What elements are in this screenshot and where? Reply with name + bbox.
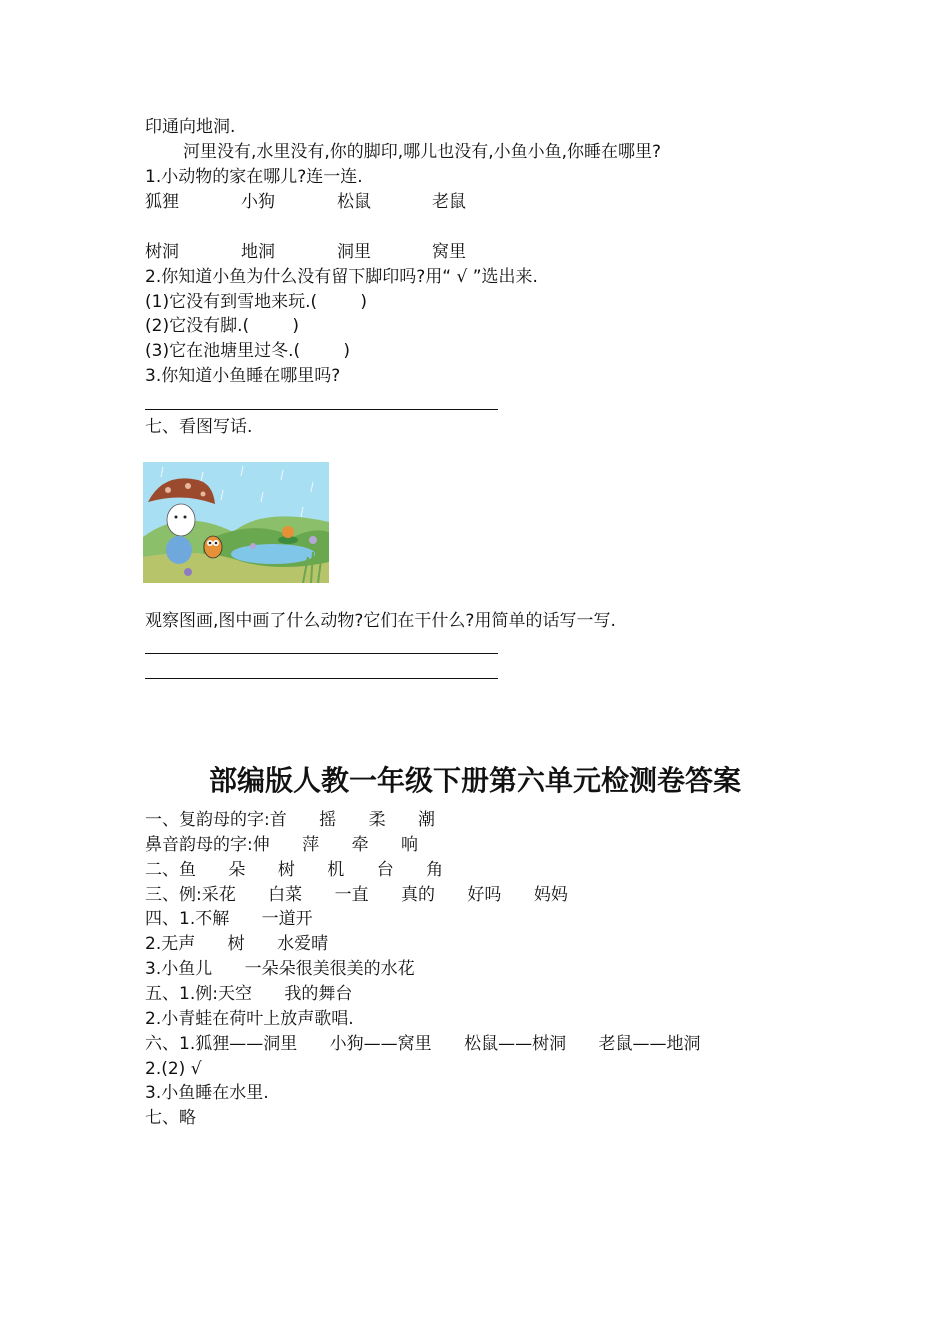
answer-line-11: 2.(2) √ [145, 1059, 202, 1079]
answer-line-12: 3.小鱼睡在水里. [145, 1083, 269, 1103]
cartoon-illustration [143, 462, 329, 583]
question-3-prompt: 3.你知道小鱼睡在哪里吗? [145, 366, 341, 386]
animal-mouse: 老鼠 [432, 192, 466, 212]
home-cave: 洞里 [337, 242, 371, 262]
answer-key-title: 部编版人教一年级下册第六单元检测卷答案 [208, 764, 741, 797]
answer-line-2: 鼻音韵母的字:伸 萍 牵 响 [145, 835, 418, 855]
answer-line-5: 四、1.不解 一道开 [145, 909, 313, 929]
animal-fox: 狐狸 [145, 192, 179, 212]
question-2-option-1: (1)它没有到雪地来玩.( ) [145, 292, 367, 312]
section-7-instruction: 观察图画,图中画了什么动物?它们在干什么?用简单的话写一写. [145, 611, 616, 631]
answer-line-3: 二、鱼 朵 树 机 台 角 [145, 860, 444, 880]
home-kennel: 窝里 [432, 242, 466, 262]
home-tree-hole: 树洞 [145, 242, 179, 262]
answer-line-7: 3.小鱼儿 一朵朵很美很美的水花 [145, 959, 415, 979]
section-7-heading: 七、看图写话. [145, 417, 253, 437]
answer-line-6: 2.无声 树 水爱晴 [145, 934, 329, 954]
question-2-option-3: (3)它在池塘里过冬.( ) [145, 341, 350, 361]
question-2-option-2: (2)它没有脚.( ) [145, 316, 299, 336]
question-2-prompt: 2.你知道小鱼为什么没有留下脚印吗?用“ √ ”选出来. [145, 267, 538, 287]
question-1-prompt: 1.小动物的家在哪儿?连一连. [145, 167, 363, 187]
animal-squirrel: 松鼠 [337, 192, 371, 212]
answer-line-7-2 [145, 678, 498, 679]
answer-line-9: 2.小青蛙在荷叶上放声歌唱. [145, 1009, 354, 1029]
answer-line-q3 [145, 409, 498, 410]
answer-line-7-1 [145, 653, 498, 654]
home-ground-hole: 地洞 [241, 242, 275, 262]
answer-line-13: 七、略 [145, 1108, 196, 1128]
passage-line-1: 印通向地洞. [145, 117, 236, 137]
animal-dog: 小狗 [241, 192, 275, 212]
answer-line-10: 六、1.狐狸——洞里 小狗——窝里 松鼠——树洞 老鼠——地洞 [145, 1034, 701, 1054]
answer-line-1: 一、复韵母的字:首 摇 柔 潮 [145, 810, 435, 830]
answer-line-4: 三、例:采花 白菜 一直 真的 好吗 妈妈 [145, 885, 568, 905]
answer-line-8: 五、1.例:天空 我的舞台 [145, 984, 353, 1004]
passage-line-2: 河里没有,水里没有,你的脚印,哪儿也没有,小鱼小鱼,你睡在哪里? [183, 142, 662, 162]
